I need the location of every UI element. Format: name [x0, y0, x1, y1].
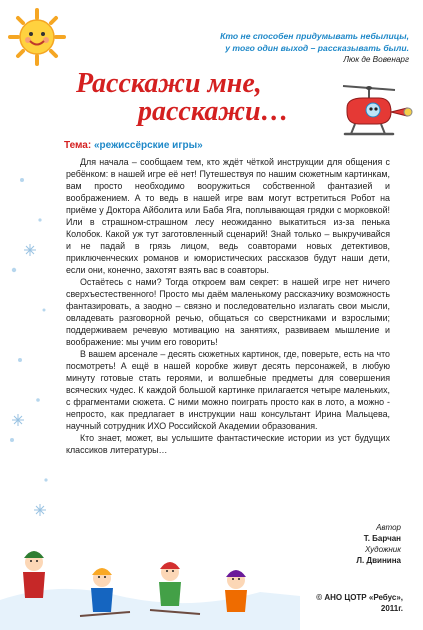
- article-body: [66, 156, 390, 456]
- artist-role: Художник: [365, 545, 401, 554]
- children-winter-illustration: [0, 500, 300, 630]
- copyright-line-2: 2011г.: [380, 604, 403, 613]
- paragraph: Для начала – сообщаем тем, кто ждёт чёткой инструкции для общения с ребёнком: в нашей игре её нет! Путешествуя по нашим сюжетным картинкам, вам просто необходимо вооружиться собственной фантазией и воображением. А то ведь в нашей игре вам могут встретиться Робот на приёме у Доктора Айболита или Баба Яга, поплывающая грядки с морковкой! Или в страшном-страшном лесу неожиданно выкатиться из-за пенька Колобок. Какой уж тут заготовленный сценарий! Знай только – выкручивайся и не падай в грязь лицом, ведь соавторами новых детективов, приключенческих романов и юмористических рассказов будут наши дети, если они, конечно, захотят взять вас в соавторы.: [66, 157, 390, 275]
- paragraph: Кто знает, может, вы услышите фантастические истории из уст будущих классиков литературы…: [66, 433, 390, 455]
- artist-name: Л. Двинина: [356, 556, 401, 565]
- page-title: [76, 70, 316, 126]
- title-line-2: расскажи…: [138, 96, 289, 127]
- sun-icon: [8, 8, 66, 66]
- epigraph-line-1: Кто не способен придумывать небылицы,: [220, 31, 409, 41]
- theme-value: «режиссёрские игры»: [93, 140, 203, 151]
- theme-label: Тема:: [64, 140, 92, 151]
- author-role: Автор: [376, 523, 401, 532]
- helicopter-icon: [333, 80, 413, 142]
- snowflake-icon: [0, 160, 60, 540]
- paragraph: В вашем арсенале – десять сюжетных картинок, где, поверьте, есть на что посмотреть! А ещё в нашей коробке живут десять персонажей, в любую минуту готовые стать героями, и волшебные предметы для совершения всяческих чудес. К каждой большой картинке прилагается четыре маленьких, с фрагментами сюжета. С ними можно поиграть просто как в лото, а можно - непросто, как предлагает в инструкции наш консультант Ирина Мальцева, научный сотрудник ИХО Российской Академии образования.: [66, 349, 390, 431]
- title-line-1: Расскажи мне,: [76, 68, 262, 99]
- epigraph-line-2: у того один выход – рассказывать были.: [225, 43, 409, 53]
- author-name: Т. Барчан: [363, 534, 401, 543]
- copyright: [316, 592, 403, 614]
- epigraph-author: Люк де Вовенарг: [343, 55, 409, 64]
- epigraph: [159, 30, 409, 66]
- theme-line: [64, 140, 203, 151]
- paragraph: Остаётесь с нами? Тогда откроем вам секрет: в нашей игре нет ничего сверхъестественного! Просто мы даём маленькому рассказчику возможность фантазировать, а заодно – связно и последовательно излагать свои мысли, овладевать разговорной речью, общаться со сверстниками и взрослыми; поддерживаем речевую мотивацию на занятиях, развиваем мышление и воображение: мы учим его говорить!: [66, 277, 390, 347]
- copyright-line-1: © АНО ЦОТР «Ребус»,: [316, 593, 403, 602]
- credits: [356, 522, 401, 566]
